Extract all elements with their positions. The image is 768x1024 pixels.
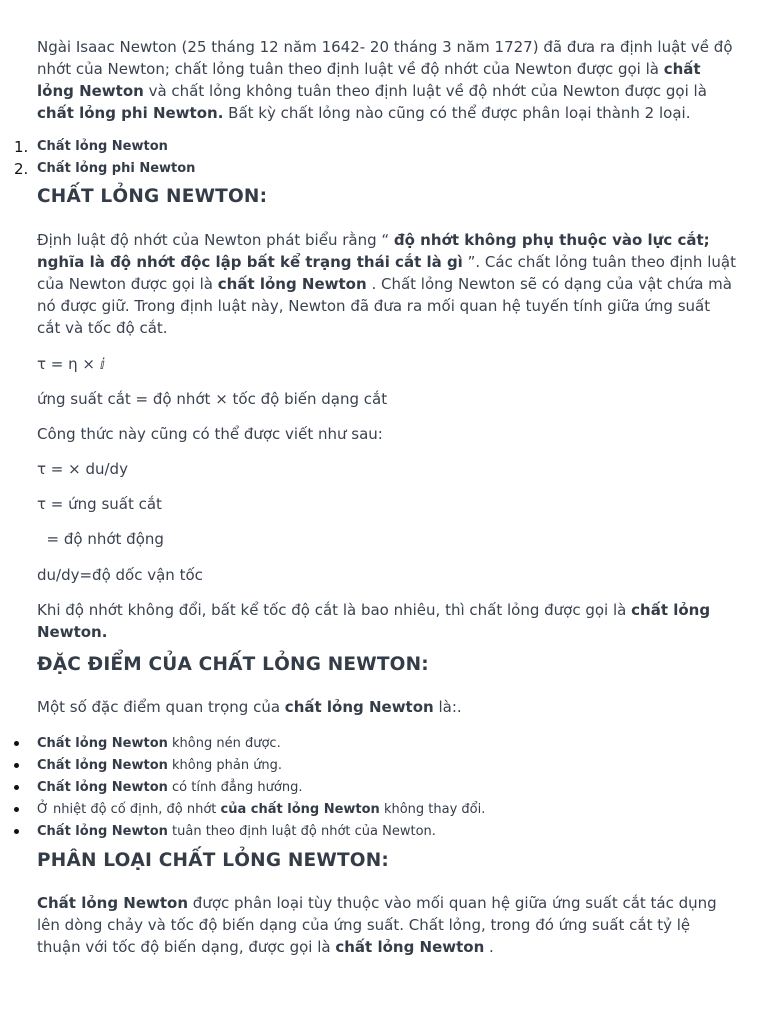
bullet-icon xyxy=(14,741,19,746)
paragraph-text: Một số đặc điểm quan trọng của xyxy=(37,698,285,716)
bullet-icon xyxy=(14,807,19,812)
paragraph-text: là:. xyxy=(433,698,462,716)
paragraph-text: ”. Các chất lỏng tuân theo định luật của Newton được gọi là xyxy=(37,253,736,293)
bullet-icon xyxy=(14,785,19,790)
list-item xyxy=(37,733,737,755)
paragraph-bold: chất lỏng Newton xyxy=(284,698,434,716)
bullet-text: Ở nhiệt độ cố định, độ nhớt xyxy=(37,802,221,817)
definition-shear-stress: τ = ứng suất cắt xyxy=(37,495,162,513)
bullet-text: có tính đẳng hướng. xyxy=(167,780,303,795)
formula-symbolic: τ = η × ⅈ xyxy=(37,355,106,373)
characteristics-intro xyxy=(37,696,737,718)
bullet-bold: của chất lỏng Newton xyxy=(220,802,380,817)
list-item xyxy=(37,777,737,799)
paragraph-text: được phân loại tùy thuộc vào mối quan hệ giữa ứng suất cắt tác dụng lên dòng chảy và tốc độ biến dạng của ứng suất. Chất lỏng, trong đó ứng suất cắt tỷ lệ thuận với tốc độ biến dạng, được gọi là xyxy=(37,894,717,956)
definition-velocity-gradient: du/dy=độ dốc vận tốc xyxy=(37,566,203,584)
section-heading-classification: PHÂN LOẠI CHẤT LỎNG NEWTON: xyxy=(37,850,389,871)
intro-paragraph xyxy=(37,36,737,124)
list-item xyxy=(37,821,737,843)
intro-text: Bất kỳ chất lỏng nào cũng có thể được phân loại thành 2 loại. xyxy=(223,104,691,122)
paragraph-bold: chất lỏng Newton xyxy=(335,938,485,956)
paragraph-bold: chất lỏng Newton. xyxy=(37,601,711,641)
fluid-types-list xyxy=(14,136,737,180)
constant-viscosity-paragraph xyxy=(37,599,737,643)
section-heading-characteristics: ĐẶC ĐIỂM CỦA CHẤT LỎNG NEWTON: xyxy=(37,654,429,675)
bullet-text: không nén được. xyxy=(167,736,281,751)
article-content xyxy=(14,36,737,958)
definition-viscosity: = độ nhớt động xyxy=(37,530,164,548)
classification-paragraph xyxy=(37,892,737,958)
paragraph-text: . xyxy=(484,938,494,956)
list-item-label: Chất lỏng phi Newton xyxy=(37,161,196,176)
bullet-text: không thay đổi. xyxy=(379,802,486,817)
list-item xyxy=(37,799,737,821)
newton-law-paragraph xyxy=(37,229,737,339)
intro-bold-non-newtonian: chất lỏng phi Newton. xyxy=(37,104,224,122)
paragraph-bold: chất lỏng Newton xyxy=(217,275,367,293)
bullet-icon xyxy=(14,829,19,834)
intro-text: Ngài Isaac Newton (25 tháng 12 năm 1642- 20 tháng 3 năm 1727) đã đưa ra định luật về độ nhớt của Newton; chất lỏng tuân theo định luật về độ nhớt của Newton được gọi là xyxy=(37,38,733,78)
alt-formula-intro: Công thức này cũng có thể được viết như sau: xyxy=(37,425,383,443)
bullet-icon xyxy=(14,763,19,768)
list-number: 1. xyxy=(14,138,29,156)
intro-text: và chất lỏng không tuân theo định luật về độ nhớt của Newton được gọi là xyxy=(143,82,707,100)
bullet-bold: Chất lỏng Newton xyxy=(37,736,168,751)
paragraph-text: Khi độ nhớt không đổi, bất kể tốc độ cắt là bao nhiêu, thì chất lỏng được gọi là xyxy=(37,601,632,619)
list-item-label: Chất lỏng Newton xyxy=(37,139,168,154)
bullet-bold: Chất lỏng Newton xyxy=(37,758,168,773)
paragraph-text: . Chất lỏng Newton sẽ có dạng của vật chứa mà nó được giữ. Trong định luật này, Newton đã đưa ra mối quan hệ tuyến tính giữa ứng suất cắt và tốc độ cắt. xyxy=(37,275,732,337)
list-item xyxy=(14,136,737,158)
formula-alternative: τ = × du/dy xyxy=(37,460,128,478)
section-heading-newtonian: CHẤT LỎNG NEWTON: xyxy=(37,186,268,207)
characteristics-list xyxy=(37,733,737,843)
bullet-text: tuân theo định luật độ nhớt của Newton. xyxy=(167,824,436,839)
paragraph-bold: độ nhớt không phụ thuộc vào lực cắt; nghĩa là độ nhớt độc lập bất kể trạng thái cắt là gì xyxy=(37,231,710,271)
bullet-bold: Chất lỏng Newton xyxy=(37,824,168,839)
bullet-text: không phản ứng. xyxy=(167,758,283,773)
paragraph-bold: Chất lỏng Newton xyxy=(37,894,189,912)
intro-bold-newtonian: chất lỏng Newton xyxy=(37,60,701,100)
paragraph-text: Định luật độ nhớt của Newton phát biểu rằng “ xyxy=(37,231,394,249)
formula-words: ứng suất cắt = độ nhớt × tốc độ biến dạng cắt xyxy=(37,390,388,408)
list-number: 2. xyxy=(14,160,29,178)
bullet-bold: Chất lỏng Newton xyxy=(37,780,168,795)
list-item xyxy=(14,158,737,180)
list-item xyxy=(37,755,737,777)
